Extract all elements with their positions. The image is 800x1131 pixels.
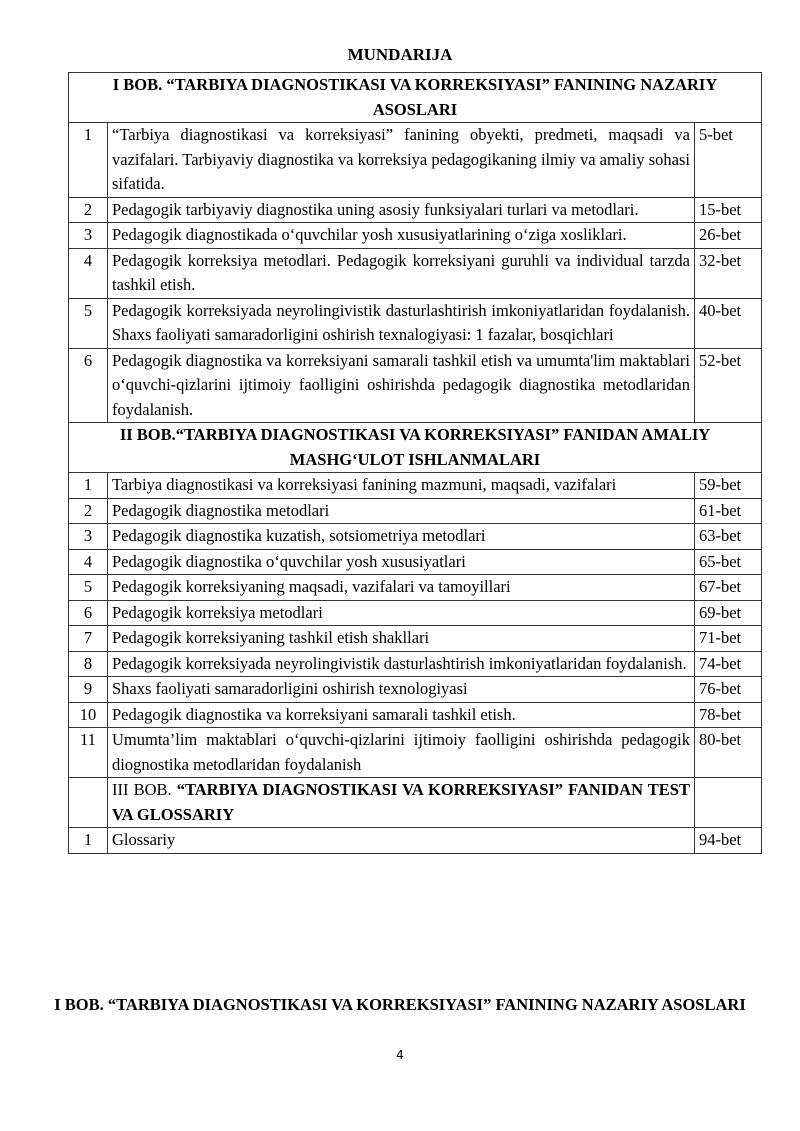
row-title: Pedagogik diagnostika metodlari — [108, 498, 695, 524]
row-page: 5-bet — [694, 123, 761, 198]
row-page: 59-bet — [694, 473, 761, 499]
row-page: 67-bet — [694, 575, 761, 601]
page-number: 4 — [396, 1048, 404, 1062]
row-title: Pedagogik diagnostika o‘quvchilar yosh xususiyatlari — [108, 549, 695, 575]
toc-row — [69, 626, 762, 652]
toc-row — [69, 677, 762, 703]
row-number: 3 — [69, 524, 108, 550]
toc-row — [69, 828, 762, 854]
row-title: Pedagogik diagnostika kuzatish, sotsiometriya metodlari — [108, 524, 695, 550]
toc-row — [69, 549, 762, 575]
row-number: 5 — [69, 575, 108, 601]
row-number: 10 — [69, 702, 108, 728]
row-page: 71-bet — [694, 626, 761, 652]
toc-row — [69, 498, 762, 524]
row-number: 4 — [69, 248, 108, 298]
toc-row — [69, 651, 762, 677]
row-number: 3 — [69, 223, 108, 249]
chapter-2-heading: II BOB.“TARBIYA DIAGNOSTIKASI VA KORREKSIYASI” FANIDAN AMALIY MASHG‘ULOT ISHLANMALARI — [69, 423, 762, 473]
row-title: Pedagogik korreksiyada neyrolingivistik dasturlashtirish imkoniyatlaridan foydalanish. — [108, 651, 695, 677]
chapter-1-heading: I BOB. “TARBIYA DIAGNOSTIKASI VA KORREKSIYASI” FANINING NAZARIY ASOSLARI — [69, 73, 762, 123]
row-page: 26-bet — [694, 223, 761, 249]
row-page: 63-bet — [694, 524, 761, 550]
toc-row — [69, 298, 762, 348]
row-title: “Tarbiya diagnostikasi va korreksiyasi” fanining obyekti, predmeti, maqsadi va vazifalari. Tarbiyaviy diagnostika va korreksiya pedagogikaning ilmiy va amaliy sohasi sifatida. — [108, 123, 695, 198]
document-title: MUNDARIJA — [347, 45, 453, 64]
section-heading: I BOB. “TARBIYA DIAGNOSTIKASI VA KORREKSIYASI” FANINING NAZARIY ASOSLARI — [54, 995, 746, 1014]
row-title: Pedagogik korreksiya metodlari. Pedagogik korreksiyani guruhli va individual tarzda tashkil etish. — [108, 248, 695, 298]
row-number: 1 — [69, 123, 108, 198]
toc-row — [69, 248, 762, 298]
row-number: 11 — [69, 728, 108, 778]
row-page: 32-bet — [694, 248, 761, 298]
row-title: Pedagogik diagnostika va korreksiyani samarali tashkil etish va umumta'lim maktablari o‘quvchi-qizlarini ijtimoiy faolligini oshirishda pedagogik diagnostika metodlaridan foydalanish. — [108, 348, 695, 423]
row-number: 8 — [69, 651, 108, 677]
toc-row — [69, 524, 762, 550]
chapter-3-heading-title: “TARBIYA DIAGNOSTIKASI VA KORREKSIYASI” FANIDAN TEST VA GLOSSARIY — [112, 780, 690, 824]
toc-row — [69, 348, 762, 423]
row-title: Pedagogik korreksiya metodlari — [108, 600, 695, 626]
row-title: Pedagogik diagnostikada o‘quvchilar yosh xususiyatlarining o‘ziga xosliklari. — [108, 223, 695, 249]
toc-row — [69, 473, 762, 499]
row-number: 4 — [69, 549, 108, 575]
row-number: 6 — [69, 348, 108, 423]
row-page: 74-bet — [694, 651, 761, 677]
row-number: 9 — [69, 677, 108, 703]
table-of-contents — [68, 72, 762, 854]
row-number: 2 — [69, 498, 108, 524]
chapter-3-heading — [108, 778, 695, 828]
row-page: 69-bet — [694, 600, 761, 626]
row-title: Shaxs faoliyati samaradorligini oshirish texnologiyasi — [108, 677, 695, 703]
row-title: Pedagogik diagnostika va korreksiyani samarali tashkil etish. — [108, 702, 695, 728]
row-page: 61-bet — [694, 498, 761, 524]
chapter-3-blank-page — [694, 778, 761, 828]
row-number: 7 — [69, 626, 108, 652]
row-number: 2 — [69, 197, 108, 223]
row-page: 65-bet — [694, 549, 761, 575]
toc-row — [69, 575, 762, 601]
row-page: 94-bet — [694, 828, 761, 854]
toc-row — [69, 600, 762, 626]
toc-row — [69, 728, 762, 778]
row-title: Glossariy — [108, 828, 695, 854]
row-title: Pedagogik korreksiyaning maqsadi, vazifalari va tamoyillari — [108, 575, 695, 601]
row-page: 15-bet — [694, 197, 761, 223]
chapter-3-heading-prefix: III BOB. — [112, 780, 177, 799]
row-number: 1 — [69, 473, 108, 499]
toc-row — [69, 197, 762, 223]
row-title: Tarbiya diagnostikasi va korreksiyasi fanining mazmuni, maqsadi, vazifalari — [108, 473, 695, 499]
row-title: Pedagogik korreksiyada neyrolingivistik dasturlashtirish imkoniyatlaridan foydalanish. Shaxs faoliyati samaradorligini oshirish texnalogiyasi: 1 fazalar, bosqichlari — [108, 298, 695, 348]
row-page: 80-bet — [694, 728, 761, 778]
row-number: 1 — [69, 828, 108, 854]
toc-row — [69, 123, 762, 198]
row-page: 52-bet — [694, 348, 761, 423]
row-title: Pedagogik korreksiyaning tashkil etish shakllari — [108, 626, 695, 652]
row-number: 5 — [69, 298, 108, 348]
row-title: Umumta’lim maktablari o‘quvchi-qizlarini ijtimoiy faolligini oshirishda pedagogik diognostika metodlaridan foydalanish — [108, 728, 695, 778]
chapter-3-blank-number — [69, 778, 108, 828]
row-page: 78-bet — [694, 702, 761, 728]
row-page: 40-bet — [694, 298, 761, 348]
row-page: 76-bet — [694, 677, 761, 703]
toc-row — [69, 223, 762, 249]
row-number: 6 — [69, 600, 108, 626]
row-title: Pedagogik tarbiyaviy diagnostika uning asosiy funksiyalari turlari va metodlari. — [108, 197, 695, 223]
toc-row — [69, 702, 762, 728]
